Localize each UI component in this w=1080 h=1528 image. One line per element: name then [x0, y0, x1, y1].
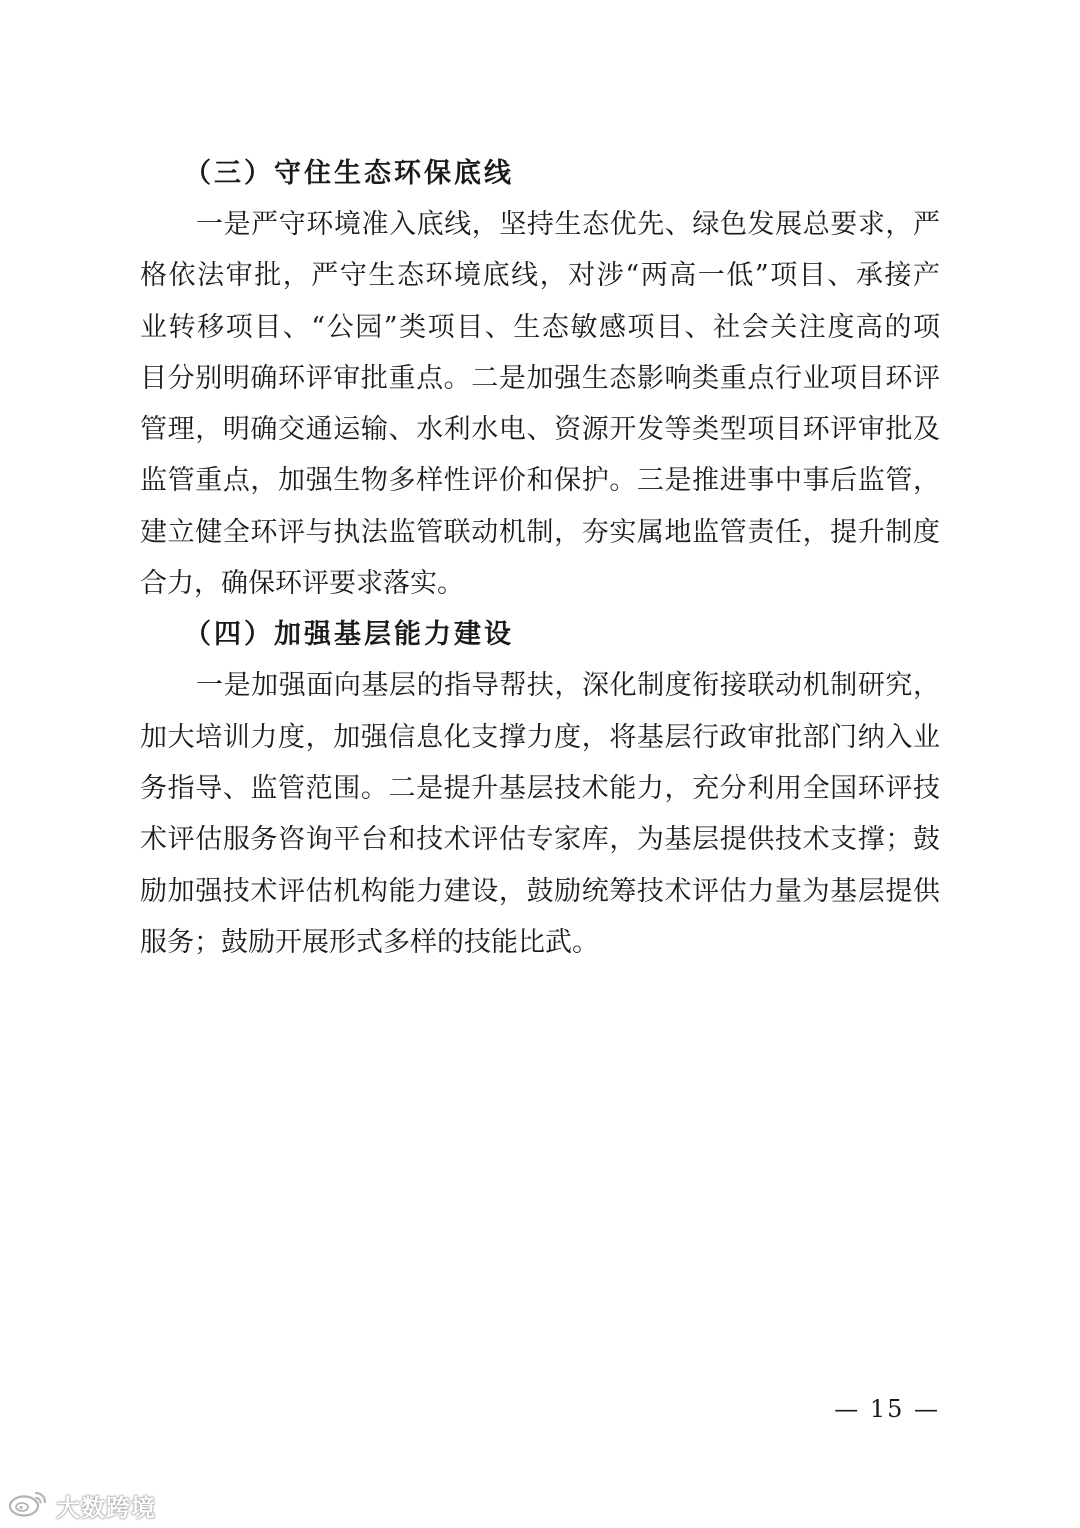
paragraph-line: 励加强技术评估机构能力建设，鼓励统筹技术评估力量为基层提供	[140, 875, 940, 907]
paragraph-line: 合力，确保环评要求落实。	[140, 568, 464, 600]
section-heading-3: （三）守住生态环保底线	[184, 158, 514, 189]
paragraph-line: 业转移项目、“公园”类项目、生态敏感项目、社会关注度高的项	[140, 311, 940, 343]
paragraph-line: 一是加强面向基层的指导帮扶，深化制度衔接联动机制研究，	[196, 670, 940, 702]
page-number: — 15 —	[834, 1395, 940, 1423]
paragraph-line: 术评估服务咨询平台和技术评估专家库，为基层提供技术支撑；鼓	[140, 824, 940, 856]
watermark	[6, 1488, 156, 1522]
paragraph-line: 监管重点，加强生物多样性评价和保护。三是推进事中事后监管，	[140, 465, 940, 497]
paragraph-line: 一是严守环境准入底线，坚持生态优先、绿色发展总要求，严	[196, 209, 940, 240]
section-paragraph-4	[140, 660, 940, 968]
watermark-text: 大数跨境	[56, 1493, 156, 1522]
paragraph-line: 服务；鼓励开展形式多样的技能比武。	[140, 926, 599, 958]
paragraph-line: 管理，明确交通运输、水利水电、资源开发等类型项目环评审批及	[140, 414, 940, 446]
paragraph-line: 建立健全环评与执法监管联动机制，夯实属地监管责任，提升制度	[140, 516, 940, 548]
weibo-logo-icon	[6, 1488, 50, 1523]
section-paragraph-3	[140, 199, 940, 609]
paragraph-line: 目分别明确环评审批重点。二是加强生态影响类重点行业项目环评	[140, 362, 940, 394]
paragraph-line: 加大培训力度，加强信息化支撑力度，将基层行政审批部门纳入业	[140, 721, 940, 753]
document-body	[140, 148, 940, 968]
paragraph-line: 务指导、监管范围。二是提升基层技术能力，充分利用全国环评技	[140, 772, 940, 804]
paragraph-line: 格依法审批，严守生态环境底线，对涉“两高一低”项目、承接产	[140, 260, 940, 292]
section-heading-4: （四）加强基层能力建设	[184, 619, 514, 651]
